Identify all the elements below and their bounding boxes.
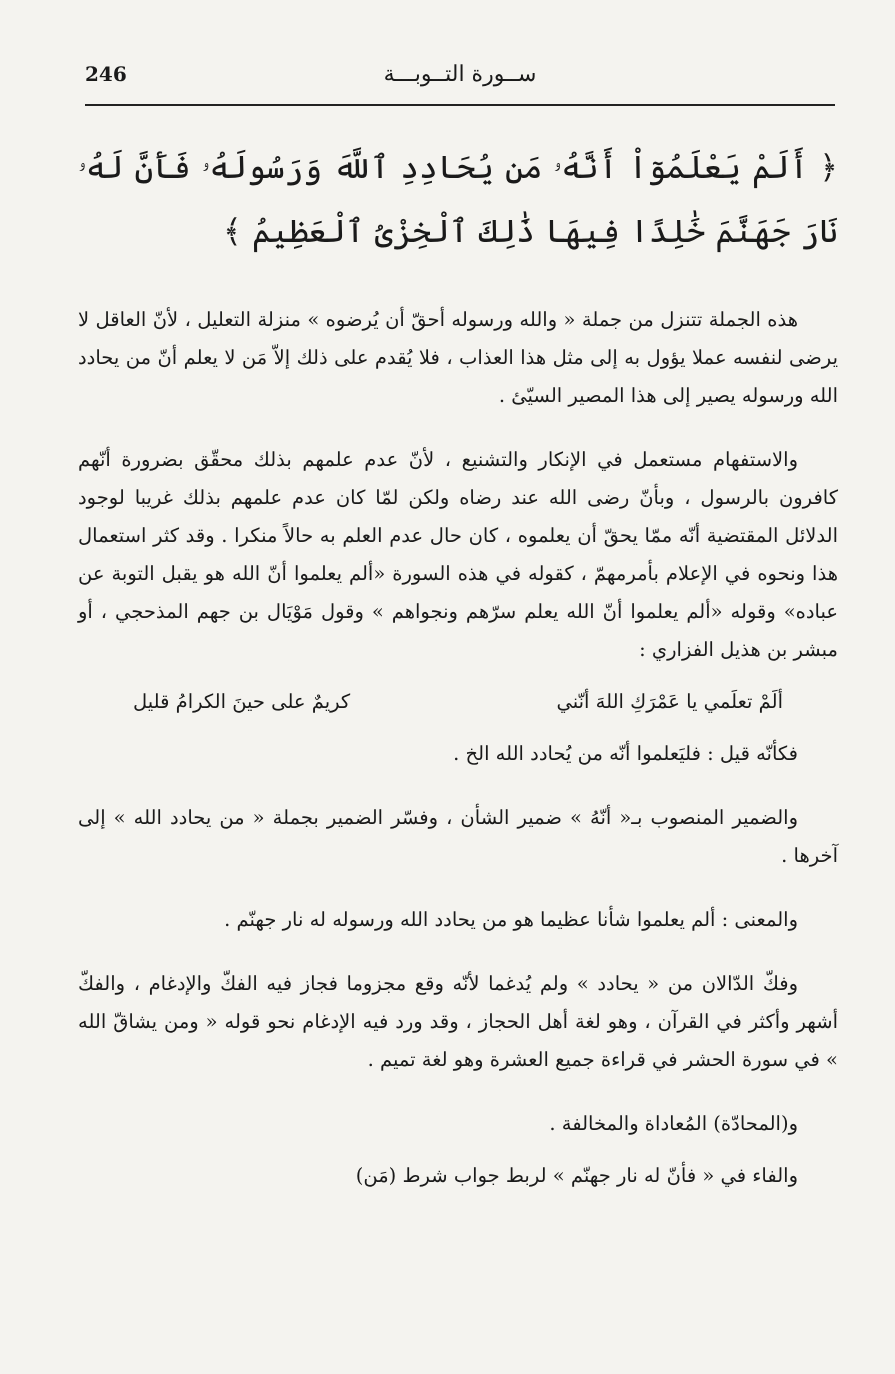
paragraph-2: والاستفهام مستعمل في الإنكار والتشنيع ، لأنّ عدم علمهم بذلك محقّق بضرورة أنّهم كافرون بالرسول ، وبأنّ رضى الله عند رضاه ولكن لمّا كان عدم علمهم بذلك غريبا لوجود الدلائل المقتضية أنّه ممّا يحقّ أن يعلموه ، كان حال عدم العلم به حالاً منكرا . وقد كثر استعمال هذا ونحوه في الإعلام بأمرمهمّ ، كقوله في هذه السورة «ألم يعلموا أنّ الله هو يقبل التوبة عن عباده» وقوله «ألم يعلموا أنّ الله يعلم سرّهم ونجواهم » وقول مَوْيَال بن جهم المذحجي ، أو مبشر بن هذيل الفزاري : bbox=[78, 448, 838, 661]
paragraph-5: والمعنى : ألم يعلموا شأنا عظيما هو من يحادد الله ورسوله له نار جهنّم . bbox=[224, 908, 798, 931]
poem-second-hemistich: كريمٌ على حينَ الكرامُ قليل bbox=[133, 690, 351, 713]
paragraph-1: هذه الجملة تتنزل من جملة « والله ورسوله أحقّ أن يُرضوه » منزلة التعليل ، لأنّ العاقل لا يرضى لنفسه عملا يؤول به إلى مثل هذا العذاب ، فلا يُقدم على ذلك إلاّ مَن لا يعلم أنّ من يحادد الله ورسوله يصير إلى هذا المصير السيّئ . bbox=[78, 308, 838, 407]
page-body bbox=[78, 135, 838, 1221]
paragraph-4: والضمير المنصوب بـ« أنّهُ » ضمير الشأن ، وفسّر الضمير بجملة « من يحادد الله » إلى آخرها . bbox=[78, 806, 838, 867]
paragraph-8: والفاء في « فأنّ له نار جهنّم » لربط جواب شرط (مَن) bbox=[355, 1164, 798, 1187]
paragraph-7: و(المحادّة) المُعاداة والمخالفة . bbox=[549, 1112, 798, 1135]
surah-title: ســورة التــوبـــة bbox=[383, 62, 537, 87]
paragraph-3: فكأنّه قيل : فليَعلموا أنّه من يُحادد الله الخ . bbox=[453, 742, 798, 765]
poem-first-hemistich: ألَمْ تعلَمي يا عَمْرَكِ اللهَ أنّني bbox=[556, 690, 783, 713]
quran-verse: ﴿ أَلَمْ يَعْلَمُوٓاْ أَنَّهُۥ مَن يُحَادِدِ ٱللَّهَ وَرَسُولَهُۥ فَأَنَّ لَهُۥ نَارَ جَهَنَّمَ خَٰلِدًا فِيهَا ذَٰلِكَ ٱلْخِزْىُ ٱلْعَظِيمُ ﴾ bbox=[78, 148, 838, 250]
header-divider bbox=[85, 104, 835, 106]
poem-verse bbox=[133, 683, 783, 721]
paragraph-6: وفكّ الدّالان من « يحادد » ولم يُدغما لأنّه وقع مجزوما فجاز فيه الفكّ والإدغام ، والفكّ أشهر وأكثر في القرآن ، وهو لغة أهل الحجاز ، وقد ورد فيه الإدغام نحو قوله « ومن يشاقّ الله » في سورة الحشر في قراءة جميع العشرة وهو لغة تميم . bbox=[78, 972, 838, 1071]
page-number: 246 bbox=[85, 62, 127, 86]
page-header bbox=[85, 62, 835, 102]
